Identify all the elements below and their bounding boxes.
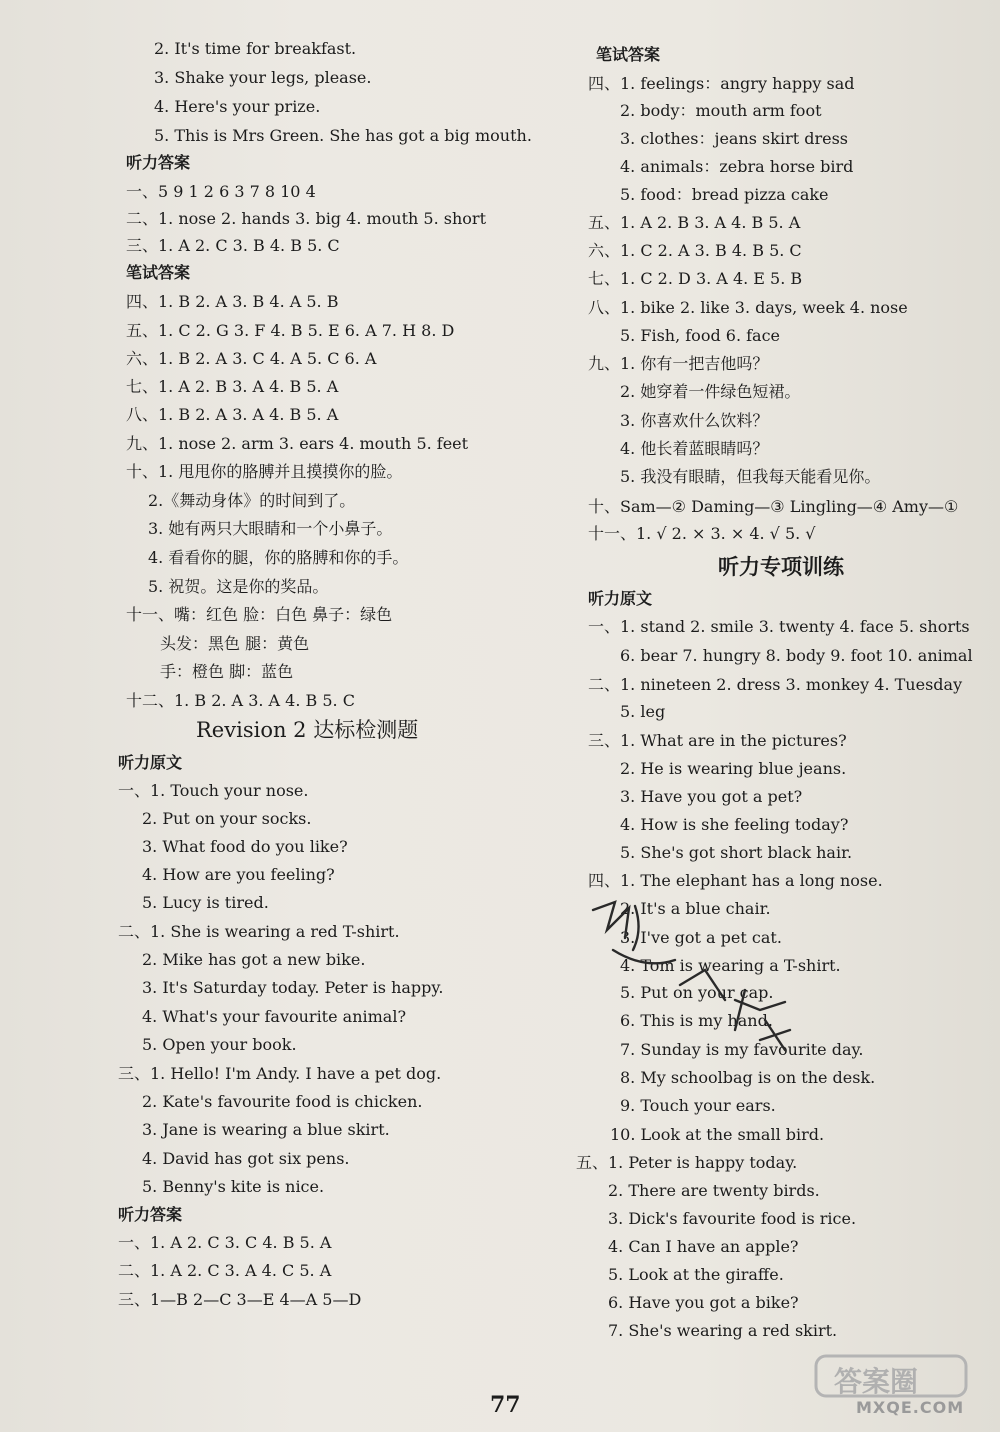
answer-line: 2. It's time for breakfast. bbox=[154, 39, 357, 58]
answer-line: 5. Fish, food 6. face bbox=[620, 326, 781, 345]
answer-line: 六、1. B 2. A 3. C 4. A 5. C 6. A bbox=[126, 349, 377, 368]
section-heading: 听力专项训练 bbox=[718, 554, 844, 579]
answer-line: 五、1. C 2. G 3. F 4. B 5. E 6. A 7. H 8. D bbox=[126, 321, 455, 340]
answer-line: 2. Kate's favourite food is chicken. bbox=[142, 1092, 423, 1111]
watermark-logo-text: 答案圈 bbox=[834, 1365, 919, 1398]
section-heading: 听力原文 bbox=[588, 589, 653, 608]
answer-line: 3. Shake your legs, please. bbox=[154, 68, 372, 87]
section-heading: 听力答案 bbox=[126, 153, 191, 172]
answer-line: 9. Touch your ears. bbox=[620, 1096, 776, 1115]
answer-line: 5. Lucy is tired. bbox=[142, 893, 269, 912]
answer-line: 7. Sunday is my favourite day. bbox=[620, 1040, 864, 1059]
answer-line: 2. 她穿着一件绿色短裙。 bbox=[620, 382, 801, 401]
answer-line: 八、1. B 2. A 3. A 4. B 5. A bbox=[126, 405, 339, 424]
answer-line: 一、1. stand 2. smile 3. twenty 4. face 5. shorts bbox=[588, 617, 970, 636]
answer-line: 十二、1. B 2. A 3. A 4. B 5. C bbox=[126, 691, 355, 710]
answer-line: 一、5 9 1 2 6 3 7 8 10 4 bbox=[126, 182, 316, 201]
section-heading: 笔试答案 bbox=[596, 45, 661, 64]
answer-line: 5. leg bbox=[620, 702, 666, 721]
answer-line: 2. Put on your socks. bbox=[142, 809, 312, 828]
answer-line: 3. What food do you like? bbox=[142, 837, 348, 856]
answer-line: 二、1. nineteen 2. dress 3. monkey 4. Tuesday bbox=[588, 675, 963, 694]
answer-line: 十一、1. √ 2. × 3. × 4. √ 5. √ bbox=[588, 524, 816, 543]
answer-line: 2.《舞动身体》的时间到了。 bbox=[148, 491, 356, 510]
answer-line: 六、1. C 2. A 3. B 4. B 5. C bbox=[588, 241, 802, 260]
section-heading: 笔试答案 bbox=[126, 263, 191, 282]
answer-line: 4. 看看你的腿，你的胳膊和你的手。 bbox=[148, 548, 409, 567]
answer-line: 4. Can I have an apple? bbox=[608, 1237, 799, 1256]
answer-line: 4. How is she feeling today? bbox=[620, 815, 849, 834]
answer-line: 二、1. nose 2. hands 3. big 4. mouth 5. short bbox=[126, 209, 486, 228]
answer-line: 5. Look at the giraffe. bbox=[608, 1265, 784, 1284]
answer-line: 4. Here's your prize. bbox=[154, 97, 321, 116]
answer-line: 三、1. Hello! I'm Andy. I have a pet dog. bbox=[118, 1064, 442, 1083]
answer-line: 4. What's your favourite animal? bbox=[142, 1007, 407, 1026]
answer-line: 2. It's a blue chair. bbox=[620, 899, 771, 918]
answer-line: 5. Put on your cap. bbox=[620, 983, 774, 1002]
answer-line: 四、1. B 2. A 3. B 4. A 5. B bbox=[126, 292, 339, 311]
answer-line: 2. There are twenty birds. bbox=[608, 1181, 820, 1200]
answer-line: 5. This is Mrs Green. She has got a big mouth. bbox=[154, 126, 532, 145]
answer-line: 五、1. A 2. B 3. A 4. B 5. A bbox=[588, 213, 801, 232]
answer-line: 二、1. A 2. C 3. A 4. C 5. A bbox=[118, 1261, 332, 1280]
answer-line: 2. Mike has got a new bike. bbox=[142, 950, 366, 969]
answer-line: 三、1. A 2. C 3. B 4. B 5. C bbox=[126, 236, 340, 255]
answer-line: 4. 他长着蓝眼睛吗？ bbox=[620, 439, 769, 458]
watermark-url: MXQE.COM bbox=[856, 1398, 965, 1417]
answer-line: 4. Tom is wearing a T-shirt. bbox=[620, 956, 841, 975]
answer-line: 3. Dick's favourite food is rice. bbox=[608, 1209, 857, 1228]
section-heading: 听力原文 bbox=[118, 753, 183, 772]
answer-line: 5. She's got short black hair. bbox=[620, 843, 853, 862]
answer-line: 九、1. 你有一把吉他吗？ bbox=[588, 354, 769, 373]
answer-line: 手：橙色 脚：蓝色 bbox=[160, 662, 294, 681]
answer-line: 8. My schoolbag is on the desk. bbox=[620, 1068, 876, 1087]
answer-line: 五、1. Peter is happy today. bbox=[576, 1153, 798, 1172]
answer-line: 3. 你喜欢什么饮料？ bbox=[620, 411, 769, 430]
answer-line: 二、1. She is wearing a red T-shirt. bbox=[118, 922, 400, 941]
answer-line: 头发：黑色 腿：黄色 bbox=[160, 634, 310, 653]
answer-line: 2. body：mouth arm foot bbox=[620, 101, 822, 120]
handwritten-scribble bbox=[585, 890, 825, 1060]
answer-line: 6. This is my hand. bbox=[620, 1011, 773, 1030]
answer-line: 3. It's Saturday today. Peter is happy. bbox=[142, 978, 444, 997]
answer-line: 3. Jane is wearing a blue skirt. bbox=[142, 1120, 390, 1139]
answer-line: 2. He is wearing blue jeans. bbox=[620, 759, 847, 778]
answer-line: 三、1—B 2—C 3—E 4—A 5—D bbox=[118, 1290, 362, 1309]
answer-line: 三、1. What are in the pictures? bbox=[588, 731, 847, 750]
answer-line: 5. 祝贺。这是你的奖品。 bbox=[148, 577, 329, 596]
answer-line: 5. 我没有眼睛，但我每天能看见你。 bbox=[620, 467, 881, 486]
section-heading: Revision 2 达标检测题 bbox=[196, 718, 419, 742]
answer-line: 一、1. A 2. C 3. C 4. B 5. A bbox=[118, 1233, 332, 1252]
page-number: 77 bbox=[490, 1392, 521, 1418]
answer-line: 6. Have you got a bike? bbox=[608, 1293, 799, 1312]
answer-line: 一、1. Touch your nose. bbox=[118, 781, 309, 800]
answer-line: 四、1. The elephant has a long nose. bbox=[588, 871, 883, 890]
answer-line: 4. David has got six pens. bbox=[142, 1149, 350, 1168]
watermark-logo bbox=[796, 1354, 986, 1424]
answer-line: 七、1. A 2. B 3. A 4. B 5. A bbox=[126, 377, 339, 396]
answer-line: 八、1. bike 2. like 3. days, week 4. nose bbox=[588, 298, 908, 317]
section-heading: 听力答案 bbox=[118, 1205, 183, 1224]
answer-line: 十、Sam—② Daming—③ Lingling—④ Amy—① bbox=[588, 497, 959, 516]
answer-line: 3. I've got a pet cat. bbox=[620, 928, 782, 947]
answer-line: 5. food：bread pizza cake bbox=[620, 185, 829, 204]
answer-line: 10. Look at the small bird. bbox=[610, 1125, 825, 1144]
answer-line: 7. She's wearing a red skirt. bbox=[608, 1321, 838, 1340]
answer-line: 3. 她有两只大眼睛和一个小鼻子。 bbox=[148, 519, 393, 538]
answer-line: 3. Have you got a pet? bbox=[620, 787, 803, 806]
answer-line: 5. Benny's kite is nice. bbox=[142, 1177, 325, 1196]
answer-line: 十、1. 甩甩你的胳膊并且摸摸你的脸。 bbox=[126, 462, 403, 481]
answer-line: 5. Open your book. bbox=[142, 1035, 297, 1054]
answer-line: 九、1. nose 2. arm 3. ears 4. mouth 5. feet bbox=[126, 434, 469, 453]
answer-line: 6. bear 7. hungry 8. body 9. foot 10. animal bbox=[620, 646, 973, 665]
answer-line: 十一、嘴：红色 脸：白色 鼻子：绿色 bbox=[126, 605, 393, 624]
answer-line: 4. How are you feeling? bbox=[142, 865, 335, 884]
answer-line: 四、1. feelings：angry happy sad bbox=[588, 74, 855, 93]
answer-line: 七、1. C 2. D 3. A 4. E 5. B bbox=[588, 269, 803, 288]
answer-line: 4. animals：zebra horse bird bbox=[620, 157, 854, 176]
answer-line: 3. clothes：jeans skirt dress bbox=[620, 129, 849, 148]
